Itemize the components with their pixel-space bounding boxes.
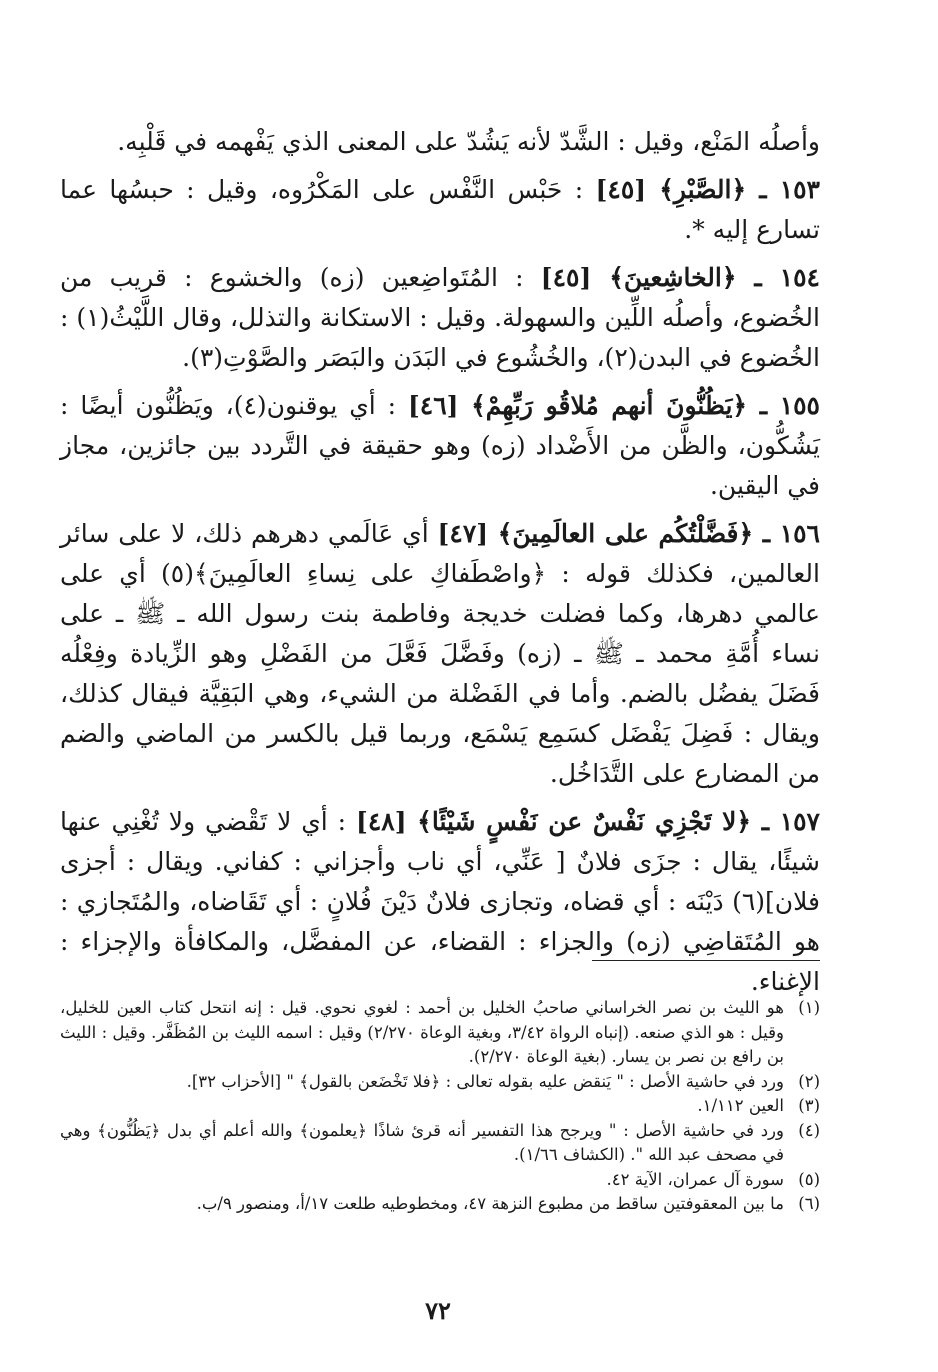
main-text-body (60, 122, 820, 1010)
footnote-number: (٢) (798, 1071, 820, 1091)
footnote-4 (60, 1119, 820, 1168)
entry-heading: ١٥٦ ـ ﴿فَضَّلْتُكُم على العالَمِينَ﴾ [٤٧] (437, 519, 820, 548)
entry-text: : أي يوقنون(٤)، ويَظُنُّون أيضًا : يَشُكُّون، والظَّن من الأَضْداد (زه) وهو حقيقة في التَّردد بين جائزين، مجاز في اليقين. (60, 391, 820, 500)
footnote-number: (٣) (798, 1096, 820, 1115)
entry-text: : حَبْس النَّفْس على المَكْرُوه، وقيل : حبسُها عما تسارع إليه *. (60, 175, 820, 244)
footnote-number: (٦) (798, 1194, 820, 1213)
paragraph-continuation (60, 122, 820, 162)
entry-155 (60, 386, 820, 506)
footnote-number: (٥) (798, 1169, 820, 1189)
footnote-2 (60, 1070, 820, 1095)
entry-156 (60, 514, 820, 794)
footnote-number: (٤) (798, 1120, 820, 1140)
footnote-divider (592, 960, 820, 961)
footnote-text: ما بين المعقوفتين ساقط من مطبوع النزهة ٤٧، ومخطوطيه طلعت ١٧/أ، ومنصور ٩/ب. (196, 1194, 784, 1213)
footnote-text: سورة آل عمران، الآية ٤٢. (606, 1169, 784, 1189)
entry-text: : المُتَواضِعين (زه) والخشوع : قريب من الخُضوع، وأصلُه اللِّين والسهولة. وقيل : الاستكانة والتذلل، وقال اللَّيْثُ(١) : الخُضوع في البدن(٢)، والخُشُوع في البَدَن والبَصَر والصَّوْتِ(٣). (60, 263, 820, 372)
entry-heading: ١٥٣ ـ ﴿الصَّبْرِ﴾ [٤٥] (595, 175, 820, 204)
entry-text: وأصلُه المَنْع، وقيل : الشَّدّ لأنه يَشُدّ على المعنى الذي يَفْهمه في قَلْبِه. (117, 127, 820, 156)
footnote-3 (60, 1094, 820, 1119)
footnote-number: (١) (798, 998, 820, 1017)
entry-154 (60, 258, 820, 378)
footnote-1 (60, 996, 820, 1070)
footnote-5 (60, 1168, 820, 1193)
footnote-text: ورد في حاشية الأصل : " يَنقض عليه بقوله تعالى : ﴿فلا تَخْضَعن بالقول﴾ " [الأحزاب ٣٢]. (186, 1071, 784, 1091)
footnote-text: هو الليث بن نصر الخراساني صاحبُ الخليل بن أحمد : لغوي نحوي. قيل : إنه انتحل كتاب العين للخليل، وقيل : هو الذي صنعه. (إنباه الرواة ٣/٤٢، وبغية الوعاة ٢/٢٧٠) وقيل : اسمه الليث بن المُظَفَّر. وقيل : الليث بن رافع بن نصر بن يسار. (بغية الوعاة ٢/٢٧٠). (60, 998, 784, 1066)
entry-heading: ١٥٥ ـ ﴿يَظُنُّونَ أنهم مُلاقُو رَبِّهِمْ﴾ [٤٦] (407, 391, 820, 420)
entry-text: : أي لا تَقْضي ولا تُغْنِي عنها شيئًا، يقال : جزَى فلانٌ [ عَنِّي، أي ناب وأجزاني : كفاني. ويقال : أجزى فلان](٦) دَيْنَه : أي قضاه، وتجازى فلانٌ دَيْنَ فُلانٍ : أي تَقَاضاه، والمُتَجازي : هو المُتَقاضِي (زه) والجزاء : القضاء، عن المفضَّل، والمكافأة والإجزاء : الإغناء. (60, 807, 820, 996)
footnote-6 (60, 1192, 820, 1217)
entry-153 (60, 170, 820, 250)
footnote-text: العين ١/١١٢. (697, 1096, 784, 1115)
entry-heading: ١٥٤ ـ ﴿الخاشِعينَ﴾ [٤٥] (540, 263, 820, 292)
page-number: ٧٢ (425, 1296, 451, 1325)
footnote-text: ورد في حاشية الأصل : " ويرجح هذا التفسير أنه قرئ شاذًا ﴿يعلمون﴾ والله أعلم أي بدل ﴿يَظُنُّون﴾ وهي في مصحف عبد الله ". (الكشاف ١/٦٦). (60, 1120, 784, 1164)
entry-157 (60, 802, 820, 1002)
footnotes-section (60, 996, 820, 1217)
entry-text: أي عَالَمي دهرهم ذلك، لا على سائر العالمين، فكذلك قوله : ﴿واصْطَفاكِ على نِساءِ العالَمِينَ﴾(٥) أي على عالمي دهرها، وكما فضلت خديجة وفاطمة بنت رسول الله ـ ﷺ ـ على نساء أُمَّةِ محمد ـ ﷺ ـ (زه) وفَضَّلَ فَعَّلَ من الفَضْلِ وهو الزِّيادة وفِعْلُه فَضَلَ يفضُل بالضم. وأما في الفَضْلة من الشيء، وهي البَقِيَّة فيقال كذلك، ويقال : فَضِلَ يَفْضَل كسَمِع يَسْمَع، وربما قيل بالكسر من الماضي والضم من المضارع على التَّدَاخُل. (60, 519, 820, 788)
entry-heading: ١٥٧ ـ ﴿لا تَجْزِي نَفْسٌ عن نَفْسٍ شَيْئًا﴾ [٤٨] (355, 807, 820, 836)
